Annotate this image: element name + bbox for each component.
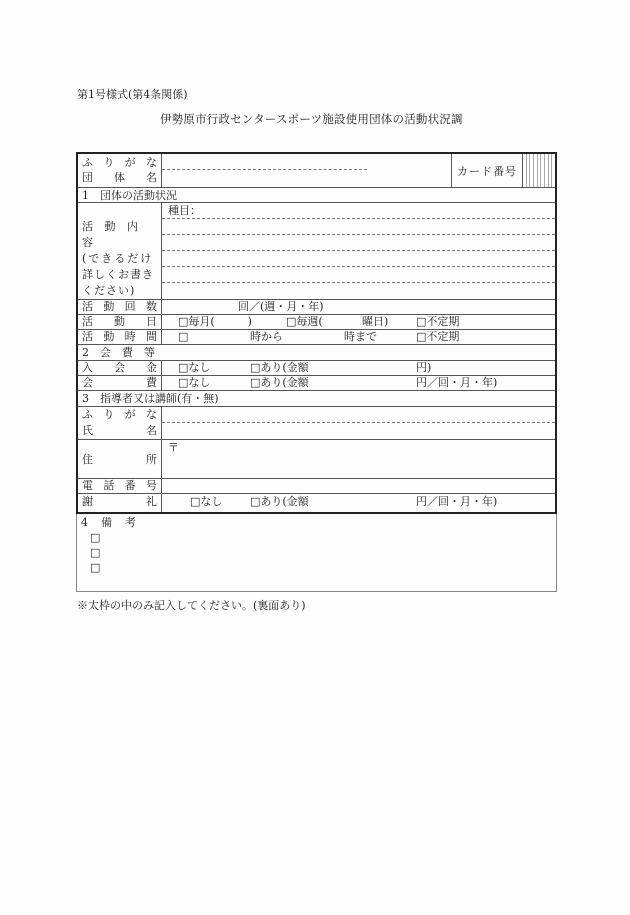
membership-fee-row: 会 費 □なし □あり(金額 円／回・月・年) (78, 376, 555, 391)
section2-title: 2 会 費 等 (82, 346, 155, 359)
admission-yes-checkbox[interactable]: □あり(金額 (250, 361, 309, 374)
remarks-checkbox[interactable]: □ (90, 546, 101, 559)
content-line (162, 266, 555, 267)
frequency-field[interactable] (162, 300, 555, 314)
activity-content-label: 活 動 内 容 (できるだけ 詳しくお書き ください) (78, 203, 162, 299)
furigana-divider (162, 422, 555, 423)
content-line (162, 218, 555, 219)
content-line (162, 282, 555, 283)
section4-title: 4 備 考 (81, 516, 137, 529)
postal-mark: 〒 (168, 441, 179, 454)
remarks-box (76, 514, 557, 592)
frequency-row: 活 動 回 数 回／(週・月・年) (78, 300, 555, 315)
group-name-row (78, 154, 555, 188)
remarks-checkbox[interactable]: □ (90, 561, 101, 574)
monthly-checkbox[interactable]: □毎月( ) (178, 315, 252, 328)
weekly-checkbox[interactable]: □毎週( (286, 315, 323, 328)
card-digit-box[interactable] (552, 154, 555, 187)
activity-day-row: 活 動 日 □毎月( ) □毎週( 曜日) □不定期 (78, 315, 555, 330)
card-number-label: カード番号 (451, 154, 523, 187)
content-line (162, 234, 555, 235)
section3-title: 3 指導者又は講師(有・無) (82, 392, 219, 405)
phone-field[interactable] (162, 479, 555, 493)
honorarium-yes-checkbox[interactable]: □あり(金額 (250, 495, 309, 508)
fee-unit: 円／回・月・年) (416, 376, 498, 389)
furigana-divider (162, 169, 367, 170)
frequency-unit: 回／(週・月・年) (238, 300, 324, 313)
section1-title: 1 団体の活動状況 (82, 189, 177, 202)
form-number: 第1号様式(第4条関係) (77, 88, 188, 101)
honorarium-unit: 円／回・月・年) (416, 495, 498, 508)
irregular-time-checkbox[interactable]: □不定期 (416, 330, 460, 343)
time-from-label: 時から (250, 330, 283, 343)
weekday-suffix: 曜日) (362, 315, 389, 328)
fee-none-checkbox[interactable]: □なし (178, 376, 211, 389)
phone-row: 電 話 番 号 (78, 479, 555, 494)
honorarium-none-checkbox[interactable]: □なし (190, 495, 223, 508)
irregular-day-checkbox[interactable]: □不定期 (416, 315, 460, 328)
admission-none-checkbox[interactable]: □なし (178, 361, 211, 374)
section1-header (78, 188, 555, 203)
content-line (162, 250, 555, 251)
document-title: 伊勢原市行政センタースポーツ施設使用団体の活動状況調 (160, 112, 463, 126)
address-field[interactable] (162, 440, 555, 478)
section2-header (78, 345, 555, 361)
section3-header (78, 391, 555, 407)
event-label: 種目： (168, 204, 201, 217)
activity-content-row (78, 203, 555, 300)
time-checkbox[interactable]: □ (178, 330, 189, 343)
instructor-name-row: ふ り が な 氏 名 (78, 407, 555, 440)
footer-note: ※太枠の中のみ記入してください。(裏面あり) (77, 599, 306, 612)
remarks-checkbox[interactable]: □ (90, 531, 101, 544)
honorarium-row: 謝 礼 □なし □あり(金額 円／回・月・年) (78, 494, 555, 512)
time-to-label: 時まで (344, 330, 377, 343)
card-number-boxes[interactable] (523, 154, 555, 187)
admission-fee-row: 入 会 金 □なし □あり(金額 円) (78, 361, 555, 376)
address-row: 住 所 〒 (78, 440, 555, 479)
activity-time-row: 活 動 時 間 □ 時から 時まで □不定期 (78, 330, 555, 345)
group-name-field[interactable] (162, 154, 555, 187)
form-frame (76, 152, 557, 514)
group-name-label: ふ り が な 団 体 名 (78, 154, 162, 187)
fee-yes-checkbox[interactable]: □あり(金額 (250, 376, 309, 389)
admission-unit: 円) (416, 361, 432, 374)
activity-content-field[interactable] (162, 203, 555, 299)
instructor-name-field[interactable] (162, 407, 555, 439)
